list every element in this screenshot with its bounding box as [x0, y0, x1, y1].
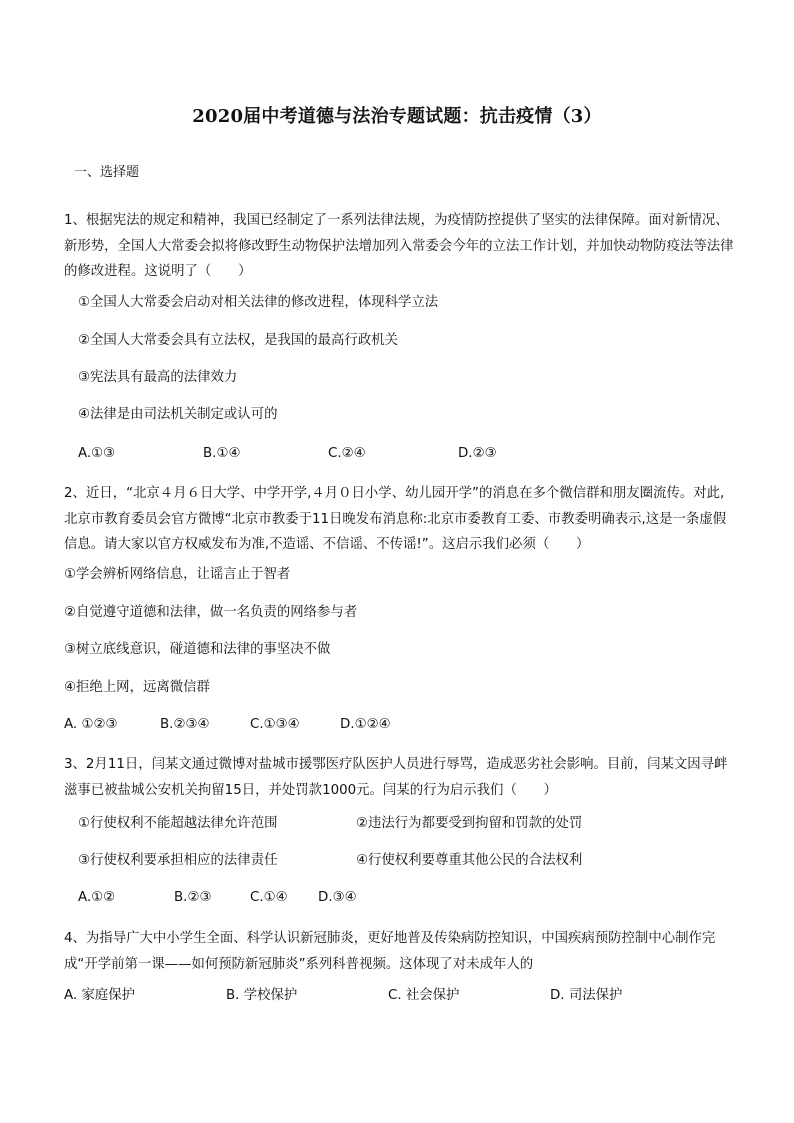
question-2-statement-1: ①学会辨析网络信息，让谣言止于智者 — [64, 567, 291, 582]
question-1-stem: 1、根据宪法的规定和精神，我国已经制定了一系列法律法规，为疫情防控提供了坚实的法律保障。面对新情况、新形势，全国人大常委会拟将修改野生动物保护法增加列入常委会今年的立法工作计划，并加快动物防疫法等法律的修改进程。这说明了（ ） — [64, 213, 734, 279]
question-4-option-c: C. 社会保护 — [388, 988, 460, 1003]
question-1-statement-1: ①全国人大常委会启动对相关法律的修改进程，体现科学立法 — [78, 295, 439, 310]
question-1-option-d: D.②③ — [458, 446, 497, 461]
question-2-option-b: B.②③④ — [160, 717, 210, 732]
document-title: 2020届中考道德与法治专题试题：抗击疫情（3） — [192, 106, 602, 127]
question-2-stem: 2、近日，“北京４月６日大学、中学开学,４月０日小学、幼儿园开学”的消息在多个微信群和朋友圈流传。对此,北京市教育委员会官方微博“北京市教委于11日晚发布消息称:北京市委教育工委、市教委明确表示,这是一条虚假信息。请大家以官方权威发布为准,不造谣、不信谣、不传谣!”。这启示我们必须（ ） — [64, 486, 727, 552]
question-2-option-a: A. ①②③ — [64, 717, 118, 732]
question-2-option-c: C.①③④ — [250, 717, 300, 732]
question-1-option-a: A.①③ — [78, 446, 116, 461]
question-3-stem: 3、2月11日，闫某文通过微博对盐城市援鄂医疗队医护人员进行辱骂，造成恶劣社会影响。目前，闫某文因寻衅滋事已被盐城公安机关拘留15日，并处罚款1000元。闫某的行为启示我们（ ） — [64, 757, 728, 798]
question-2-option-d: D.①②④ — [340, 717, 391, 732]
question-4-option-d: D. 司法保护 — [550, 988, 623, 1003]
question-3-statement-2: ②违法行为都要受到拘留和罚款的处罚 — [356, 816, 583, 831]
question-3-statement-1: ①行使权利不能超越法律允许范围 — [78, 816, 278, 831]
question-3-option-c: C.①④ — [250, 890, 288, 905]
question-1-statement-2: ②全国人大常委会具有立法权，是我国的最高行政机关 — [78, 333, 398, 348]
question-4-stem: 4、为指导广大中小学生全面、科学认识新冠肺炎，更好地普及传染病防控知识，中国疾病预防控制中心制作完成“开学前第一课——如何预防新冠肺炎”系列科普视频。这体现了对未成年人的 — [64, 931, 716, 972]
question-2-statement-4: ④拒绝上网，远离微信群 — [64, 680, 210, 695]
question-3-option-b: B.②③ — [174, 890, 212, 905]
question-3-option-d: D.③④ — [318, 890, 357, 905]
section-heading: 一、选择题 — [74, 165, 140, 180]
question-3-statement-4: ④行使权利要尊重其他公民的合法权利 — [356, 853, 583, 868]
question-1-option-c: C.②④ — [328, 446, 366, 461]
question-1-option-b: B.①④ — [203, 446, 241, 461]
question-1-statement-3: ③宪法具有最高的法律效力 — [78, 370, 238, 385]
question-2-statement-3: ③树立底线意识，碰道德和法律的事坚决不做 — [64, 642, 331, 657]
question-3-statement-3: ③行使权利要承担相应的法律责任 — [78, 853, 278, 868]
question-3-option-a: A.①② — [78, 890, 116, 905]
question-2-statement-2: ②自觉遵守道德和法律，做一名负责的网络参与者 — [64, 605, 358, 620]
question-1-statement-4: ④法律是由司法机关制定或认可的 — [78, 407, 278, 422]
question-4-option-a: A. 家庭保护 — [64, 988, 135, 1003]
question-4-option-b: B. 学校保护 — [226, 988, 298, 1003]
